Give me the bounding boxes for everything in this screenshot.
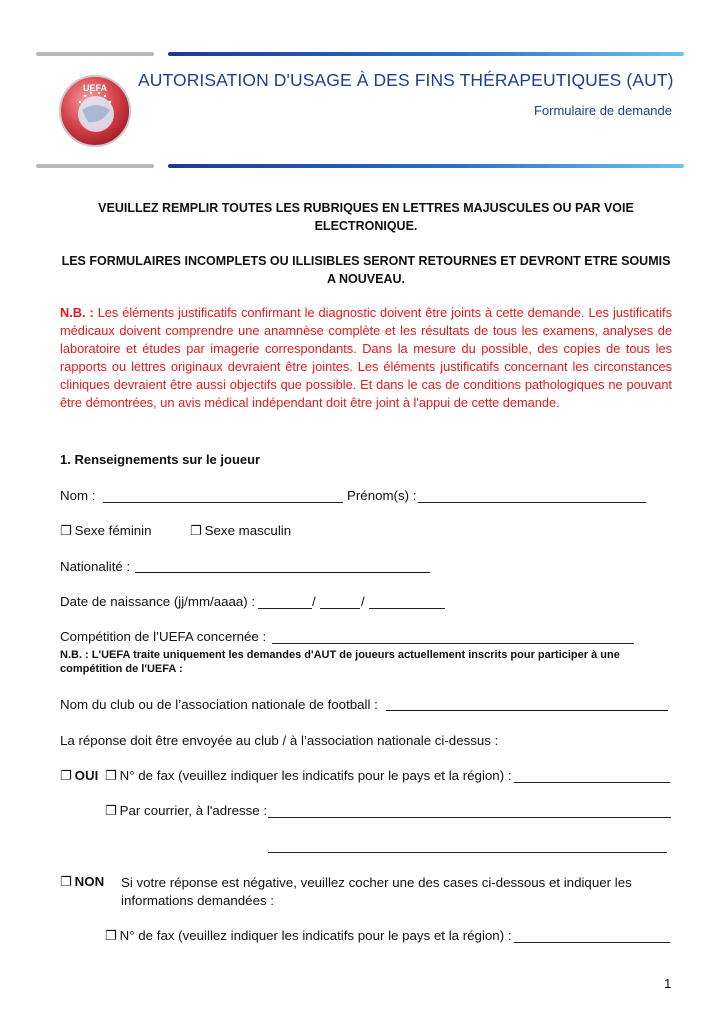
competition-field[interactable] xyxy=(272,643,634,644)
competition-label: Compétition de l’UEFA concernée : xyxy=(60,629,267,644)
header-bottom-grey-bar xyxy=(36,164,154,168)
prenom-field[interactable] xyxy=(418,502,646,503)
header-bottom-blue-bar xyxy=(168,164,684,168)
header-top-grey-bar xyxy=(36,52,154,56)
checkbox-icon[interactable]: ❐ xyxy=(105,768,117,783)
sexe-feminin-option[interactable]: ❐ Sexe féminin xyxy=(60,523,152,538)
naissance-slash-1: / xyxy=(312,594,316,609)
instruction-uppercase: VEUILLEZ REMPLIR TOUTES LES RUBRIQUES EN LETTRES MAJUSCULES OU PAR VOIE ELECTRONIQUE. xyxy=(98,201,634,233)
checkbox-icon[interactable]: ❐ xyxy=(105,928,117,943)
nationalite-field[interactable] xyxy=(135,572,430,573)
fax-option-2[interactable]: ❐ N° de fax (veuillez indiquer les indicatifs pour le pays et la région) : xyxy=(105,928,512,943)
sexe-masculin-option[interactable]: ❐ Sexe masculin xyxy=(190,523,292,538)
header-top-blue-bar xyxy=(168,52,684,56)
uefa-logo xyxy=(58,74,132,148)
checkbox-icon[interactable]: ❐ xyxy=(60,874,72,889)
nb-text: Les éléments justificatifs confirmant le diagnostic doivent être joints à cette demande. Les justificatifs médicaux doivent comprendre une anamnèse complète et les résultats de tous les examens, analyses de laboratoire et études par imagerie correspondants. Dans la mesure du possible, des copies de tous les rapports ou lettres originaux devraient être jointes. Les éléments justificatifs concernant les circonstances cliniques devraient être aussi objectifs que possible. Et dans le cas de conditions pathologiques ne pouvant être démontrées, un avis médical indépendant doit être joint à l'appui de cette demande. xyxy=(60,305,673,410)
oui-option[interactable]: ❐ OUI xyxy=(60,768,99,783)
nom-label: Nom : xyxy=(60,488,96,503)
page-number: 1 xyxy=(664,976,672,991)
checkbox-icon[interactable]: ❐ xyxy=(190,523,202,538)
courrier-field-line2[interactable] xyxy=(268,852,667,853)
checkbox-icon[interactable]: ❐ xyxy=(60,523,72,538)
nb-paragraph xyxy=(60,304,672,412)
page-title: AUTORISATION D'USAGE À DES FINS THÉRAPEUTIQUES (AUT) xyxy=(138,70,674,90)
courrier-option[interactable]: ❐ Par courrier, à l'adresse : xyxy=(105,803,268,818)
competition-nb: N.B. : L'UEFA traite uniquement les demandes d'AUT de joueurs actuellement inscrits pour participer à une compétition de l'UEFA : xyxy=(60,649,620,675)
fax-field-2[interactable] xyxy=(514,942,670,943)
checkbox-icon[interactable]: ❐ xyxy=(60,768,72,783)
club-label: Nom du club ou de l’association nationale de football : xyxy=(60,697,378,712)
reponse-text: La réponse doit être envoyée au club / à l’association nationale ci-dessus : xyxy=(60,733,499,748)
section-heading: 1. Renseignements sur le joueur xyxy=(60,452,261,467)
instruction-incomplete: LES FORMULAIRES INCOMPLETS OU ILLISIBLES SERONT RETOURNES ET DEVRONT ETRE SOUMIS A NOUVEAU. xyxy=(61,254,671,286)
nb-label: N.B. : xyxy=(60,305,94,320)
fax-field[interactable] xyxy=(514,782,670,783)
naissance-label: Date de naissance (jj/mm/aaaa) : xyxy=(60,594,256,609)
non-explanation: Si votre réponse est négative, veuillez cocher une des cases ci-dessous et indiquer les informations demandées : xyxy=(121,875,632,908)
courrier-field-line1[interactable] xyxy=(268,817,671,818)
prenom-label: Prénom(s) : xyxy=(347,488,417,503)
checkbox-icon[interactable]: ❐ xyxy=(105,803,117,818)
club-field[interactable] xyxy=(386,710,668,711)
naissance-month-field[interactable] xyxy=(320,608,360,609)
fax-option[interactable]: ❐ N° de fax (veuillez indiquer les indicatifs pour le pays et la région) : xyxy=(105,768,512,783)
nom-field[interactable] xyxy=(103,502,343,503)
page-subtitle: Formulaire de demande xyxy=(533,103,672,118)
naissance-day-field[interactable] xyxy=(258,608,312,609)
nationalite-label: Nationalité : xyxy=(60,559,131,574)
logo-text: UEFA xyxy=(82,83,108,93)
non-option[interactable]: ❐ NON xyxy=(60,874,105,889)
naissance-year-field[interactable] xyxy=(369,608,445,609)
naissance-slash-2: / xyxy=(361,594,365,609)
